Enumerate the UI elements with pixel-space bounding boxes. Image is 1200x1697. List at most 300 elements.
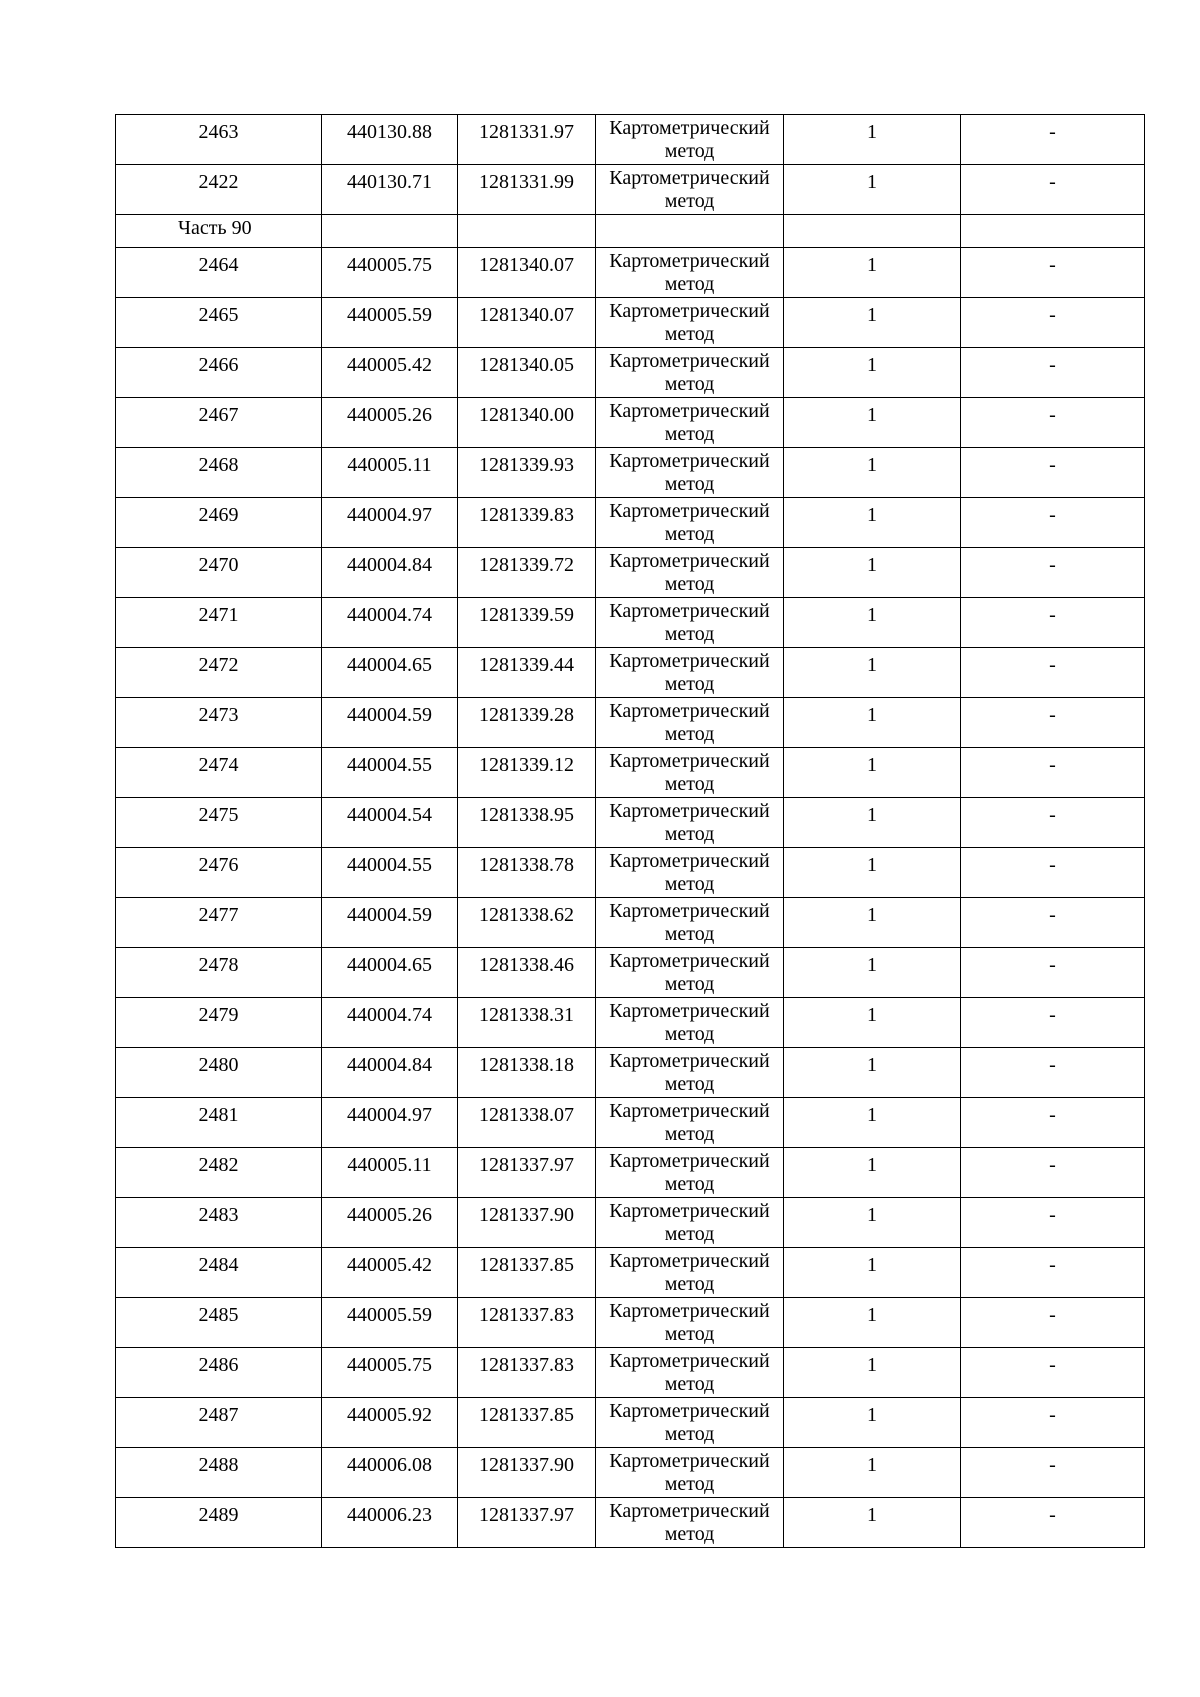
y-coordinate-text: 1281338.62 [479, 904, 574, 926]
table-row [116, 1048, 1145, 1098]
accuracy-cell [784, 1298, 961, 1348]
y-coordinate-text: 1281337.85 [479, 1404, 574, 1426]
note-cell [961, 948, 1145, 998]
point-number-cell [116, 498, 322, 548]
note-text: - [1049, 1104, 1056, 1126]
method-text: Картометрический метод [609, 850, 770, 895]
x-coordinate-cell [322, 1198, 458, 1248]
method-cell [596, 1498, 784, 1548]
accuracy-cell [784, 648, 961, 698]
method-cell [596, 948, 784, 998]
accuracy-text: 1 [867, 654, 877, 676]
y-coordinate-text: 1281337.90 [479, 1454, 574, 1476]
y-coordinate-text: 1281337.97 [479, 1504, 574, 1526]
method-text: Картометрический метод [609, 650, 770, 695]
method-text: Картометрический метод [609, 600, 770, 645]
method-cell [596, 1198, 784, 1248]
x-coordinate-text: 440005.26 [347, 1204, 432, 1226]
accuracy-cell [784, 248, 961, 298]
note-cell [961, 115, 1145, 165]
y-coordinate-cell [458, 398, 596, 448]
point-number-text: 2481 [198, 1104, 239, 1126]
method-text: Картометрический метод [609, 1000, 770, 1045]
accuracy-text: 1 [867, 1304, 877, 1326]
method-cell [596, 1348, 784, 1398]
method-text: Картометрический метод [609, 1500, 770, 1545]
x-coordinate-text: 440005.75 [347, 254, 432, 276]
method-cell [596, 748, 784, 798]
accuracy-text: 1 [867, 1154, 877, 1176]
point-number-text: 2477 [198, 904, 239, 926]
section-row [116, 215, 1145, 248]
y-coordinate-text: 1281337.83 [479, 1304, 574, 1326]
x-coordinate-cell [322, 548, 458, 598]
accuracy-text: 1 [867, 704, 877, 726]
method-text: Картометрический метод [609, 1300, 770, 1345]
x-coordinate-text: 440004.65 [347, 954, 432, 976]
x-coordinate-cell [322, 1298, 458, 1348]
x-coordinate-text: 440004.84 [347, 1054, 432, 1076]
y-coordinate-cell [458, 1148, 596, 1198]
table-row [116, 1498, 1145, 1548]
method-cell [596, 848, 784, 898]
point-number-text: 2479 [198, 1004, 239, 1026]
x-coordinate-text: 440005.75 [347, 1354, 432, 1376]
point-number-cell [116, 548, 322, 598]
note-cell [961, 398, 1145, 448]
accuracy-text: 1 [867, 1404, 877, 1426]
y-coordinate-cell [458, 1198, 596, 1248]
x-coordinate-cell [322, 1348, 458, 1398]
accuracy-text: 1 [867, 304, 877, 326]
point-number-text: 2485 [198, 1304, 239, 1326]
accuracy-text: 1 [867, 954, 877, 976]
y-coordinate-text: 1281340.00 [479, 404, 574, 426]
x-coordinate-cell [322, 1248, 458, 1298]
point-number-cell [116, 165, 322, 215]
accuracy-text: 1 [867, 1504, 877, 1526]
x-coordinate-text: 440004.97 [347, 504, 432, 526]
y-coordinate-text: 1281340.07 [479, 304, 574, 326]
x-coordinate-cell [322, 648, 458, 698]
table-row [116, 298, 1145, 348]
accuracy-cell [784, 1048, 961, 1098]
accuracy-text: 1 [867, 254, 877, 276]
point-number-text: 2484 [198, 1254, 239, 1276]
method-cell [596, 548, 784, 598]
table-row [116, 1148, 1145, 1198]
y-coordinate-text: 1281337.97 [479, 1154, 574, 1176]
y-coordinate-cell [458, 948, 596, 998]
accuracy-cell [784, 1098, 961, 1148]
method-text: Картометрический метод [609, 500, 770, 545]
note-text: - [1049, 304, 1056, 326]
table-row [116, 548, 1145, 598]
note-cell [961, 348, 1145, 398]
x-coordinate-cell [322, 165, 458, 215]
note-text: - [1049, 404, 1056, 426]
y-coordinate-text: 1281339.28 [479, 704, 574, 726]
x-coordinate-text: 440004.65 [347, 654, 432, 676]
y-coordinate-text: 1281337.83 [479, 1354, 574, 1376]
method-cell [596, 165, 784, 215]
point-number-text: 2473 [198, 704, 239, 726]
x-coordinate-text: 440005.59 [347, 304, 432, 326]
accuracy-text: 1 [867, 354, 877, 376]
x-coordinate-text: 440005.42 [347, 1254, 432, 1276]
method-text: Картометрический метод [609, 350, 770, 395]
y-coordinate-cell [458, 698, 596, 748]
y-coordinate-cell [458, 898, 596, 948]
y-coordinate-cell [458, 1448, 596, 1498]
note-cell [961, 165, 1145, 215]
point-number-text: 2482 [198, 1154, 239, 1176]
note-text: - [1049, 121, 1056, 143]
y-coordinate-cell [458, 1048, 596, 1098]
y-coordinate-text: 1281340.05 [479, 354, 574, 376]
x-coordinate-cell [322, 248, 458, 298]
point-number-cell [116, 1398, 322, 1448]
note-cell [961, 248, 1145, 298]
method-text: Картометрический метод [609, 1450, 770, 1495]
point-number-cell [116, 948, 322, 998]
method-text: Картометрический метод [609, 1350, 770, 1395]
accuracy-cell [784, 115, 961, 165]
accuracy-cell [784, 1398, 961, 1448]
y-coordinate-cell [458, 448, 596, 498]
accuracy-text: 1 [867, 1254, 877, 1276]
table-row [116, 398, 1145, 448]
accuracy-cell [784, 1198, 961, 1248]
y-coordinate-text: 1281338.18 [479, 1054, 574, 1076]
accuracy-cell [784, 1148, 961, 1198]
note-text: - [1049, 554, 1056, 576]
table-row [116, 1198, 1145, 1248]
table-row [116, 1448, 1145, 1498]
table-row [116, 115, 1145, 165]
method-cell [596, 348, 784, 398]
method-text: Картометрический метод [609, 250, 770, 295]
note-text: - [1049, 254, 1056, 276]
coordinates-table-body [116, 115, 1145, 1548]
accuracy-cell [784, 548, 961, 598]
note-text: - [1049, 704, 1056, 726]
y-coordinate-text: 1281331.99 [479, 171, 574, 193]
point-number-text: 2472 [198, 654, 239, 676]
point-number-text: 2463 [198, 121, 239, 143]
point-number-text: 2467 [198, 404, 239, 426]
table-row [116, 1348, 1145, 1398]
empty-cell [596, 215, 784, 248]
y-coordinate-text: 1281337.85 [479, 1254, 574, 1276]
accuracy-cell [784, 948, 961, 998]
point-number-cell [116, 1198, 322, 1248]
x-coordinate-cell [322, 298, 458, 348]
y-coordinate-cell [458, 1348, 596, 1398]
section-label-cell [116, 215, 322, 248]
table-row [116, 898, 1145, 948]
table-row [116, 448, 1145, 498]
accuracy-cell [784, 1348, 961, 1398]
empty-cell [458, 215, 596, 248]
y-coordinate-cell [458, 1248, 596, 1298]
x-coordinate-text: 440004.74 [347, 604, 432, 626]
note-text: - [1049, 654, 1056, 676]
x-coordinate-text: 440004.74 [347, 1004, 432, 1026]
point-number-cell [116, 848, 322, 898]
method-cell [596, 1048, 784, 1098]
x-coordinate-text: 440004.55 [347, 854, 432, 876]
point-number-cell [116, 298, 322, 348]
point-number-cell [116, 115, 322, 165]
method-text: Картометрический метод [609, 1150, 770, 1195]
y-coordinate-text: 1281339.72 [479, 554, 574, 576]
note-cell [961, 1098, 1145, 1148]
method-text: Картометрический метод [609, 400, 770, 445]
point-number-cell [116, 448, 322, 498]
x-coordinate-text: 440004.59 [347, 904, 432, 926]
note-cell [961, 498, 1145, 548]
x-coordinate-text: 440130.88 [347, 121, 432, 143]
note-text: - [1049, 604, 1056, 626]
x-coordinate-cell [322, 1098, 458, 1148]
accuracy-cell [784, 698, 961, 748]
note-cell [961, 798, 1145, 848]
note-text: - [1049, 754, 1056, 776]
y-coordinate-text: 1281338.31 [479, 1004, 574, 1026]
x-coordinate-text: 440006.23 [347, 1504, 432, 1526]
point-number-cell [116, 648, 322, 698]
note-text: - [1049, 1004, 1056, 1026]
point-number-text: 2475 [198, 804, 239, 826]
method-text: Картометрический метод [609, 550, 770, 595]
table-row [116, 498, 1145, 548]
point-number-cell [116, 798, 322, 848]
x-coordinate-text: 440004.97 [347, 1104, 432, 1126]
note-text: - [1049, 904, 1056, 926]
method-cell [596, 698, 784, 748]
accuracy-cell [784, 1498, 961, 1548]
y-coordinate-text: 1281339.59 [479, 604, 574, 626]
x-coordinate-text: 440004.59 [347, 704, 432, 726]
accuracy-text: 1 [867, 1354, 877, 1376]
accuracy-text: 1 [867, 804, 877, 826]
method-cell [596, 898, 784, 948]
point-number-cell [116, 1448, 322, 1498]
note-cell [961, 1048, 1145, 1098]
x-coordinate-text: 440005.11 [347, 1154, 432, 1176]
method-cell [596, 498, 784, 548]
method-text: Картометрический метод [609, 700, 770, 745]
y-coordinate-text: 1281331.97 [479, 121, 574, 143]
x-coordinate-cell [322, 798, 458, 848]
table-row [116, 698, 1145, 748]
table-row [116, 1248, 1145, 1298]
table-row [116, 998, 1145, 1048]
method-text: Картометрический метод [609, 1250, 770, 1295]
accuracy-text: 1 [867, 554, 877, 576]
point-number-text: 2488 [198, 1454, 239, 1476]
empty-cell [961, 215, 1145, 248]
note-cell [961, 548, 1145, 598]
y-coordinate-cell [458, 1398, 596, 1448]
table-row [116, 1398, 1145, 1448]
table-row [116, 165, 1145, 215]
y-coordinate-text: 1281339.83 [479, 504, 574, 526]
accuracy-text: 1 [867, 604, 877, 626]
point-number-cell [116, 1148, 322, 1198]
y-coordinate-cell [458, 998, 596, 1048]
note-text: - [1049, 1354, 1056, 1376]
point-number-cell [116, 998, 322, 1048]
y-coordinate-cell [458, 648, 596, 698]
x-coordinate-text: 440130.71 [347, 171, 432, 193]
accuracy-text: 1 [867, 1004, 877, 1026]
table-row [116, 948, 1145, 998]
point-number-cell [116, 598, 322, 648]
x-coordinate-cell [322, 1498, 458, 1548]
note-cell [961, 848, 1145, 898]
x-coordinate-cell [322, 598, 458, 648]
x-coordinate-cell [322, 748, 458, 798]
note-text: - [1049, 854, 1056, 876]
x-coordinate-text: 440004.55 [347, 754, 432, 776]
y-coordinate-text: 1281339.93 [479, 454, 574, 476]
empty-cell [322, 215, 458, 248]
point-number-text: 2422 [198, 171, 239, 193]
method-text: Картометрический метод [609, 300, 770, 345]
method-cell [596, 1448, 784, 1498]
point-number-text: 2466 [198, 354, 239, 376]
coordinates-table [115, 114, 1145, 1548]
method-cell [596, 1298, 784, 1348]
method-text: Картометрический метод [609, 950, 770, 995]
accuracy-text: 1 [867, 854, 877, 876]
x-coordinate-text: 440004.54 [347, 804, 432, 826]
table-row [116, 348, 1145, 398]
point-number-text: 2468 [198, 454, 239, 476]
note-cell [961, 1348, 1145, 1398]
x-coordinate-cell [322, 115, 458, 165]
table-row [116, 748, 1145, 798]
point-number-text: 2465 [198, 304, 239, 326]
x-coordinate-text: 440005.59 [347, 1304, 432, 1326]
accuracy-cell [784, 398, 961, 448]
point-number-cell [116, 1098, 322, 1148]
note-cell [961, 1248, 1145, 1298]
x-coordinate-cell [322, 1398, 458, 1448]
note-cell [961, 448, 1145, 498]
note-cell [961, 298, 1145, 348]
note-cell [961, 898, 1145, 948]
accuracy-text: 1 [867, 754, 877, 776]
accuracy-text: 1 [867, 121, 877, 143]
accuracy-cell [784, 598, 961, 648]
method-cell [596, 598, 784, 648]
note-text: - [1049, 804, 1056, 826]
accuracy-cell [784, 798, 961, 848]
method-cell [596, 998, 784, 1048]
x-coordinate-text: 440005.11 [347, 454, 432, 476]
y-coordinate-cell [458, 348, 596, 398]
y-coordinate-cell [458, 1298, 596, 1348]
note-text: - [1049, 1204, 1056, 1226]
accuracy-cell [784, 298, 961, 348]
method-cell [596, 798, 784, 848]
point-number-text: 2483 [198, 1204, 239, 1226]
method-cell [596, 1398, 784, 1448]
note-cell [961, 698, 1145, 748]
point-number-text: 2480 [198, 1054, 239, 1076]
method-text: Картометрический метод [609, 1100, 770, 1145]
point-number-cell [116, 1348, 322, 1398]
accuracy-text: 1 [867, 404, 877, 426]
method-cell [596, 1248, 784, 1298]
accuracy-cell [784, 348, 961, 398]
section-label: Часть 90 [178, 217, 252, 239]
accuracy-cell [784, 165, 961, 215]
method-text: Картометрический метод [609, 450, 770, 495]
y-coordinate-text: 1281338.78 [479, 854, 574, 876]
y-coordinate-cell [458, 548, 596, 598]
x-coordinate-cell [322, 1148, 458, 1198]
x-coordinate-text: 440005.92 [347, 1404, 432, 1426]
accuracy-text: 1 [867, 1104, 877, 1126]
method-text: Картометрический метод [609, 900, 770, 945]
point-number-cell [116, 898, 322, 948]
table-row [116, 1098, 1145, 1148]
note-text: - [1049, 1454, 1056, 1476]
y-coordinate-text: 1281339.12 [479, 754, 574, 776]
point-number-cell [116, 1498, 322, 1548]
note-text: - [1049, 1054, 1056, 1076]
note-text: - [1049, 1404, 1056, 1426]
note-cell [961, 1498, 1145, 1548]
accuracy-text: 1 [867, 904, 877, 926]
method-cell [596, 248, 784, 298]
x-coordinate-text: 440004.84 [347, 554, 432, 576]
method-cell [596, 448, 784, 498]
x-coordinate-cell [322, 948, 458, 998]
y-coordinate-text: 1281337.90 [479, 1204, 574, 1226]
point-number-text: 2471 [198, 604, 239, 626]
note-text: - [1049, 504, 1056, 526]
point-number-text: 2474 [198, 754, 239, 776]
note-text: - [1049, 454, 1056, 476]
accuracy-text: 1 [867, 1204, 877, 1226]
accuracy-text: 1 [867, 1054, 877, 1076]
point-number-cell [116, 1298, 322, 1348]
y-coordinate-cell [458, 848, 596, 898]
method-cell [596, 115, 784, 165]
point-number-text: 2489 [198, 1504, 239, 1526]
note-text: - [1049, 354, 1056, 376]
point-number-text: 2476 [198, 854, 239, 876]
y-coordinate-cell [458, 298, 596, 348]
x-coordinate-cell [322, 898, 458, 948]
method-cell [596, 298, 784, 348]
table-row [116, 648, 1145, 698]
x-coordinate-text: 440006.08 [347, 1454, 432, 1476]
point-number-cell [116, 748, 322, 798]
table-row [116, 848, 1145, 898]
point-number-text: 2464 [198, 254, 239, 276]
y-coordinate-text: 1281338.46 [479, 954, 574, 976]
y-coordinate-cell [458, 1098, 596, 1148]
accuracy-cell [784, 1248, 961, 1298]
accuracy-cell [784, 898, 961, 948]
point-number-cell [116, 1048, 322, 1098]
